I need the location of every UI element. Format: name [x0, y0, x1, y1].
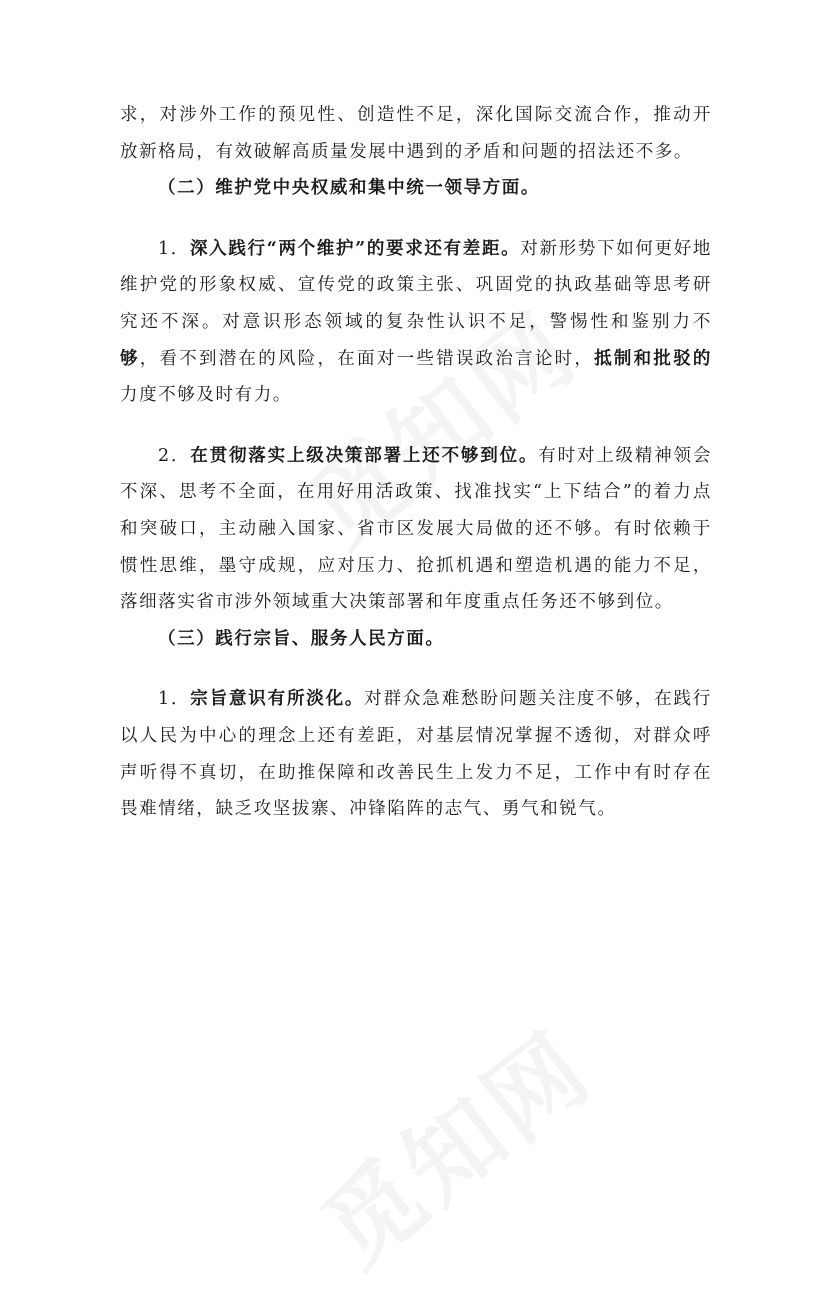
paragraph-continuation: 求，对涉外工作的预见性、创造性不足，深化国际交流合作，推动开放新格局，有效破解高质量发展中遇到的矛盾和问题的招法还不多。 — [120, 105, 712, 162]
item-text: 对群众急难愁盼问题关注度不够，在践行以人民为中心的理念上还有差距，对基层情况掌握不透彻，对群众呼声听得不真切，在助推保障和改善民生上发力不足，工作中有时存在畏难情绪，缺乏攻坚拔寨、冲锋陷阵的志气、勇气和锐气。 — [120, 689, 712, 820]
document-body — [120, 97, 712, 828]
item-number: 2． — [158, 445, 191, 466]
item-number: 1． — [158, 238, 190, 259]
item-text-bold: 够 — [120, 348, 140, 369]
item-text: 对新形势下如何更好地维护党的形象权威、宣传党的政策主张、巩固党的执政基础等思考研究还不深。对意识形态领域的复杂性认识不足，警惕性和鉴别力不 — [120, 238, 713, 332]
item-title: 宗旨意识有所淡化。 — [190, 689, 365, 710]
section-heading-3: （三）践行宗旨、服务人民方面。 — [158, 628, 445, 649]
item-number: 1． — [158, 689, 191, 710]
item-text: 力度不够及时有力。 — [120, 385, 292, 406]
item-text-bold: 抵制和批驳的 — [594, 348, 712, 369]
section-heading-2: （二）维护党中央权威和集中统一领导方面。 — [158, 178, 540, 199]
item-title: 在贯彻落实上级决策部署上还不够到位。 — [190, 445, 539, 466]
item-text: 有时对上级精神领会不深、思考不全面，在用好用活政策、找准找实“上下结合”的着力点和突破口，主动融入国家、省市区发展大局做的还不够。有时依赖于惯性思维，墨守成规，应对压力、抢抓机遇和塑造机遇的能力不足，落细落实省市涉外领域重大决策部署和年度重点任务还不够到位。 — [120, 445, 712, 613]
section-2-item-2 — [120, 438, 712, 621]
watermark — [290, 995, 615, 1291]
section-3-item-1 — [120, 681, 712, 827]
item-text: ，看不到潜在的风险，在面对一些错误政治言论时， — [139, 348, 595, 369]
section-2-item-1 — [120, 231, 712, 414]
item-title: 深入践行“两个维护”的要求还有差距。 — [190, 238, 521, 259]
